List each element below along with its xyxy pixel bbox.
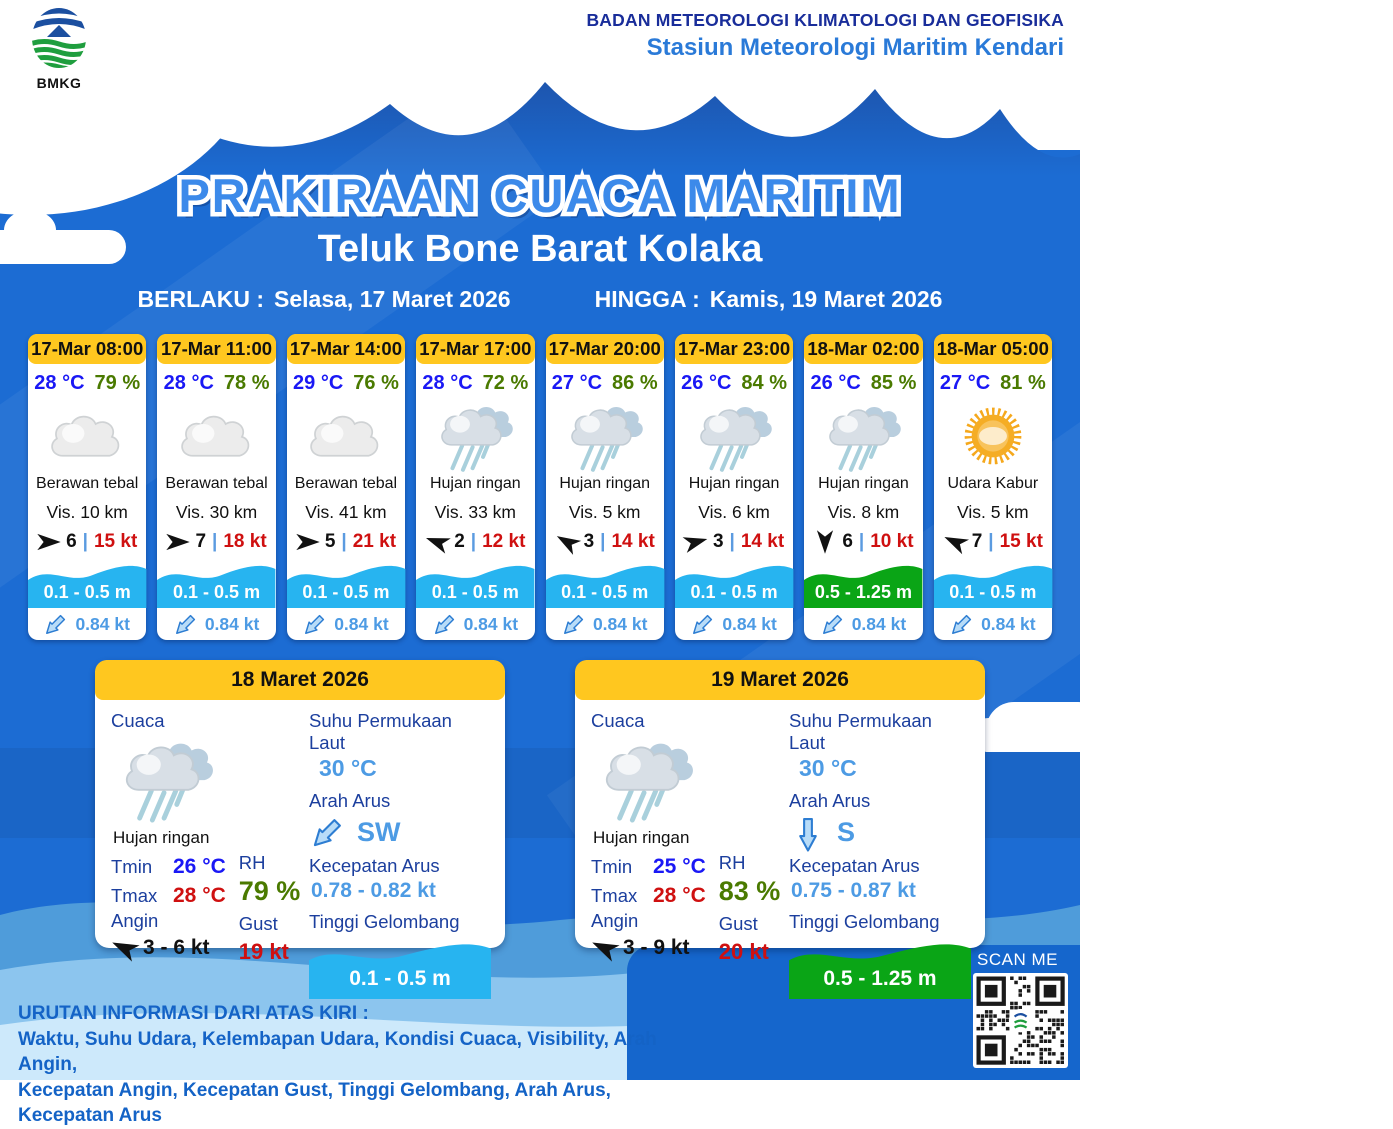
wind-speed: 6 — [66, 531, 77, 552]
current-row — [546, 608, 664, 640]
area-title: Teluk Bone Barat Kolaka — [317, 228, 763, 270]
current-speed: 0.78 - 0.82 kt — [311, 879, 436, 902]
sst-label: Suhu Permukaan Laut — [309, 710, 452, 753]
forecast-time: 17-Mar 23:00 — [675, 334, 793, 364]
gust-label: Gust — [718, 913, 758, 934]
temperature-humidity-row — [28, 369, 146, 397]
wave-height: 0.1 - 0.5 m — [43, 582, 131, 602]
tmax-value: 28 °C — [173, 883, 226, 907]
wind-direction-icon — [108, 933, 140, 962]
separator: | — [82, 531, 88, 552]
air-temperature: 26 °C — [810, 371, 861, 394]
wind-speed: 5 — [324, 531, 336, 552]
rh-label: RH — [238, 852, 266, 873]
wind-direction-icon — [37, 533, 61, 551]
gust-value: 19 kt — [238, 939, 289, 964]
temperature-humidity-row — [546, 369, 664, 397]
station-name: Stasiun Meteorologi Maritim Kendari — [646, 34, 1064, 61]
wind-gust: 21 kt — [352, 531, 397, 552]
sst-label: Suhu Permukaan Laut — [789, 710, 932, 753]
rh-value: 83 % — [718, 876, 781, 906]
hourly-forecast-card — [546, 334, 664, 640]
wind-gust: 18 kt — [223, 531, 267, 552]
air-temperature: 28 °C — [422, 371, 473, 394]
wave-height: 0.1 - 0.5 m — [349, 967, 451, 990]
visibility: Vis. 8 km — [827, 502, 900, 522]
weather-condition: Berawan tebal — [294, 475, 398, 492]
current-speed: 0.84 kt — [75, 613, 130, 634]
relative-humidity: 78 % — [223, 371, 270, 394]
valid-to-date: Kamis, 19 Maret 2026 — [709, 286, 943, 312]
wind-row — [416, 526, 534, 558]
temperature-humidity-row — [157, 369, 275, 397]
rh-label: RH — [718, 852, 746, 873]
current-speed: 0.84 kt — [981, 613, 1036, 634]
wave-height-band — [675, 558, 793, 608]
hourly-forecast-row — [28, 334, 1052, 640]
visibility: Vis. 10 km — [46, 502, 128, 522]
hujan-ringan-icon — [117, 734, 217, 824]
current-speed: 0.75 - 0.87 kt — [791, 879, 916, 902]
current-direction: S — [837, 816, 856, 847]
relative-humidity: 79 % — [94, 371, 141, 394]
wave-height-band — [416, 558, 534, 608]
hujan-ringan-icon — [820, 399, 906, 473]
forecast-time: 17-Mar 08:00 — [28, 334, 146, 364]
forecast-date: 19 Maret 2026 — [575, 660, 985, 700]
wave-height-band — [28, 558, 146, 608]
wind-label: Angin — [591, 910, 639, 931]
forecast-time: 17-Mar 14:00 — [287, 334, 405, 364]
current-speed: 0.84 kt — [204, 613, 260, 634]
tmin-label: Tmin — [111, 855, 153, 877]
qr-code-image — [974, 974, 1067, 1067]
wind-gust: 14 kt — [740, 531, 785, 552]
wind-row — [675, 526, 793, 558]
wind-direction-icon — [816, 530, 834, 554]
wave-height: 0.5 - 1.25 m — [823, 967, 937, 990]
wind-gust: 10 kt — [870, 531, 914, 552]
current-speed-label: Kecepatan Arus — [309, 855, 440, 876]
current-row — [675, 608, 793, 640]
wave-height-band — [309, 937, 491, 999]
footer-line1: URUTAN INFORMASI DARI ATAS KIRI : — [18, 1003, 369, 1024]
wave-height-band — [789, 937, 971, 999]
relative-humidity: 81 % — [1000, 371, 1046, 394]
page-title: PRAKIRAAN CUACA MARITIM PRAKIRAAN CUACA MARITIM — [0, 168, 1080, 223]
hourly-forecast-card — [416, 334, 534, 640]
forecast-date: 18 Maret 2026 — [95, 660, 505, 700]
wave-height: 0.1 - 0.5 m — [561, 582, 649, 602]
tmax-value: 28 °C — [653, 883, 706, 907]
temperature-humidity-row — [416, 369, 534, 397]
qr-code — [973, 973, 1068, 1068]
wind-speed: 3 — [712, 531, 724, 552]
air-temperature: 27 °C — [939, 371, 991, 394]
footer-legend — [18, 1001, 658, 1129]
wind-direction-icon — [296, 533, 320, 551]
wind-row — [28, 526, 146, 558]
current-direction-icon — [44, 612, 68, 636]
relative-humidity: 86 % — [612, 371, 658, 394]
visibility: Vis. 6 km — [698, 502, 770, 522]
visibility: Vis. 5 km — [568, 502, 641, 522]
scan-me-label: SCAN ME — [977, 950, 1058, 969]
tmin-label: Tmin — [591, 855, 633, 877]
weather-condition: Hujan ringan — [113, 828, 210, 847]
current-speed: 0.84 kt — [722, 613, 777, 634]
bmkg-logo-icon — [27, 6, 91, 72]
rh-value: 79 % — [238, 876, 301, 906]
wave-height: 0.1 - 0.5 m — [431, 582, 519, 602]
wave-height: 0.1 - 0.5 m — [690, 582, 778, 602]
wind-direction-icon — [166, 533, 190, 551]
weather-condition: Hujan ringan — [688, 475, 780, 492]
wave-height-band — [934, 558, 1052, 608]
current-speed: 0.84 kt — [334, 613, 389, 634]
wind-speed: 7 — [971, 531, 983, 552]
sst-value: 30 °C — [799, 755, 857, 781]
forecast-time: 17-Mar 20:00 — [546, 334, 664, 364]
wind-gust: 12 kt — [482, 531, 526, 552]
relative-humidity: 76 % — [353, 371, 399, 394]
wave-label: Tinggi Gelombang — [309, 911, 460, 932]
hujan-ringan-icon — [691, 399, 777, 473]
gust-value: 20 kt — [718, 939, 769, 964]
daily-forecast-card — [95, 660, 505, 990]
temperature-humidity-row — [934, 369, 1052, 397]
daily-forecast-row — [95, 660, 985, 990]
current-speed: 0.84 kt — [851, 613, 907, 634]
forecast-time: 17-Mar 11:00 — [157, 334, 275, 364]
weather-label: Cuaca — [111, 710, 165, 731]
current-direction-icon — [311, 815, 345, 849]
hourly-forecast-card — [28, 334, 146, 640]
page-header — [0, 0, 1080, 110]
current-direction-icon — [433, 612, 457, 636]
hujan-ringan-icon — [597, 734, 697, 824]
weather-condition: Berawan tebal — [165, 475, 268, 492]
tmax-label: Tmax — [111, 884, 158, 906]
separator: | — [729, 531, 735, 552]
wave-height-band — [546, 558, 664, 608]
daily-forecast-card — [575, 660, 985, 990]
temperature-humidity-row — [804, 369, 922, 397]
relative-humidity: 85 % — [870, 371, 917, 394]
weather-label: Cuaca — [591, 710, 645, 731]
valid-from-label: BERLAKU : — [137, 286, 265, 312]
current-row — [287, 608, 405, 640]
tmin-value: 26 °C — [173, 854, 226, 878]
temperature-humidity-row — [675, 369, 793, 397]
separator: | — [470, 531, 477, 552]
current-direction-icon — [303, 612, 327, 636]
visibility: Vis. 30 km — [175, 502, 258, 522]
wave-label: Tinggi Gelombang — [789, 911, 940, 932]
hourly-forecast-card — [934, 334, 1052, 640]
bmkg-logo — [20, 6, 98, 91]
current-direction: SW — [357, 816, 401, 847]
current-direction-icon — [950, 612, 974, 636]
visibility: Vis. 5 km — [956, 502, 1029, 522]
weather-condition: Hujan ringan — [593, 828, 690, 847]
weather-condition: Berawan tebal — [36, 475, 139, 492]
current-direction-icon — [784, 808, 832, 856]
current-row — [934, 608, 1052, 640]
berawan-tebal-icon — [44, 399, 130, 473]
wave-height: 0.1 - 0.5 m — [949, 582, 1037, 602]
air-temperature: 28 °C — [34, 371, 85, 394]
air-temperature: 28 °C — [163, 371, 214, 394]
current-direction-icon — [174, 612, 198, 636]
current-row — [28, 608, 146, 640]
wind-direction-icon — [682, 530, 710, 554]
weather-condition: Udara Kabur — [947, 475, 1039, 492]
air-temperature: 26 °C — [681, 371, 732, 394]
current-direction-label: Arah Arus — [309, 790, 391, 811]
current-row — [157, 608, 275, 640]
separator: | — [341, 531, 347, 552]
gust-label: Gust — [238, 913, 278, 934]
wind-direction-icon — [552, 528, 582, 556]
wind-speed: 2 — [454, 531, 465, 552]
udara-kabur-icon — [950, 399, 1036, 473]
wind-speed: 3 — [583, 531, 595, 552]
hourly-forecast-card — [804, 334, 922, 640]
valid-from-date: Selasa, 17 Maret 2026 — [274, 286, 511, 312]
wind-row — [934, 526, 1052, 558]
wind-row — [157, 526, 275, 558]
cloud-shape — [986, 702, 1106, 752]
weather-condition: Hujan ringan — [559, 475, 651, 492]
separator: | — [858, 531, 865, 552]
hujan-ringan-icon — [562, 399, 648, 473]
bmkg-logo-label: BMKG — [36, 75, 82, 91]
wind-gust: 14 kt — [611, 531, 655, 552]
forecast-time: 17-Mar 17:00 — [416, 334, 534, 364]
wave-height-band — [157, 558, 275, 608]
current-row — [804, 608, 922, 640]
wind-gust: 15 kt — [93, 531, 138, 552]
air-temperature: 29 °C — [293, 371, 344, 394]
wind-speed: 6 — [842, 531, 853, 552]
current-direction-label: Arah Arus — [789, 790, 871, 811]
validity-period — [0, 286, 1080, 313]
wind-row — [546, 526, 664, 558]
separator: | — [600, 531, 606, 552]
tmax-label: Tmax — [591, 884, 638, 906]
wave-height-band — [804, 558, 922, 608]
wind-range: 3 - 6 kt — [143, 936, 210, 959]
sst-value: 30 °C — [319, 755, 377, 781]
wind-row — [804, 526, 922, 558]
separator: | — [988, 531, 994, 552]
current-direction-icon — [821, 612, 845, 636]
hujan-ringan-icon — [432, 399, 518, 473]
wind-gust: 15 kt — [999, 531, 1043, 552]
hourly-forecast-card — [157, 334, 275, 640]
wind-label: Angin — [111, 910, 159, 931]
weather-condition: Hujan ringan — [818, 475, 909, 492]
current-speed: 0.84 kt — [463, 613, 519, 634]
forecast-time: 18-Mar 05:00 — [934, 334, 1052, 364]
current-speed-label: Kecepatan Arus — [789, 855, 920, 876]
relative-humidity: 72 % — [482, 371, 529, 394]
wind-direction-icon — [940, 529, 969, 555]
current-direction-icon — [562, 612, 586, 636]
berawan-tebal-icon — [303, 399, 389, 473]
wind-row — [287, 526, 405, 558]
agency-name: BADAN METEOROLOGI KLIMATOLOGI DAN GEOFISIKA — [586, 10, 1064, 30]
valid-to-label: HINGGA : — [594, 286, 700, 312]
wind-range: 3 - 9 kt — [623, 936, 690, 959]
visibility: Vis. 41 km — [305, 502, 387, 522]
wind-speed: 7 — [195, 531, 207, 552]
footer-line3: Kecepatan Angin, Kecepatan Gust, Tinggi Gelombang, Arah Arus, Kecepatan Arus — [18, 1079, 611, 1126]
berawan-tebal-icon — [174, 399, 260, 473]
forecast-time: 18-Mar 02:00 — [804, 334, 922, 364]
wave-height: 0.1 - 0.5 m — [173, 582, 261, 602]
weather-condition: Hujan ringan — [429, 475, 521, 492]
hourly-forecast-card — [675, 334, 793, 640]
separator: | — [212, 531, 218, 552]
footer-line2: Waktu, Suhu Udara, Kelembapan Udara, Kondisi Cuaca, Visibility, Arah Angin, — [18, 1028, 657, 1075]
current-speed: 0.84 kt — [592, 613, 648, 634]
air-temperature: 27 °C — [551, 371, 603, 394]
current-direction-icon — [691, 612, 715, 636]
wave-height: 0.5 - 1.25 m — [814, 582, 912, 602]
hourly-forecast-card — [287, 334, 405, 640]
tmin-value: 25 °C — [653, 854, 706, 878]
wave-height-band — [287, 558, 405, 608]
current-row — [416, 608, 534, 640]
visibility: Vis. 33 km — [434, 502, 516, 522]
wind-direction-icon — [423, 529, 452, 554]
temperature-humidity-row — [287, 369, 405, 397]
relative-humidity: 84 % — [741, 371, 787, 394]
wind-direction-icon — [588, 933, 620, 962]
wave-height: 0.1 - 0.5 m — [302, 582, 390, 602]
